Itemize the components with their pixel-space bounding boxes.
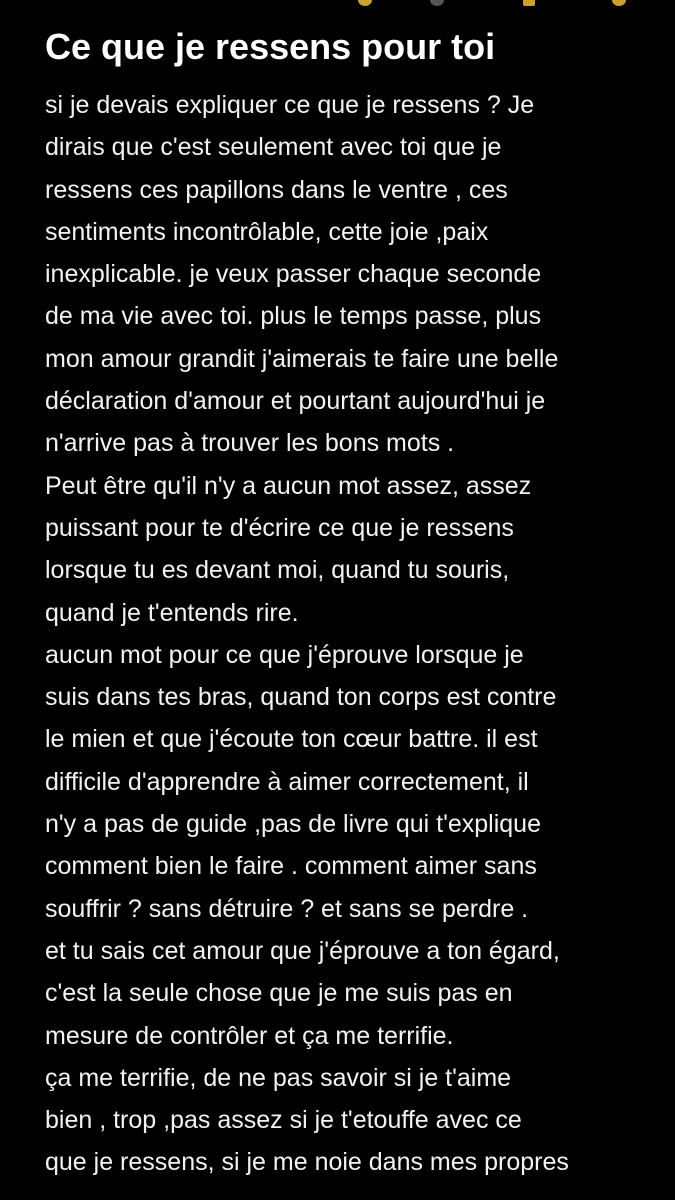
note-line: puissant pour te d'écrire ce que je ressens	[45, 513, 514, 542]
note-line: sentiments incontrôlable, cette joie ,paix	[45, 217, 489, 246]
note-line: que je ressens, si je me noie dans mes propres	[45, 1148, 569, 1177]
note-line: bien , trop ,pas assez si je t'etouffe avec ce	[45, 1106, 522, 1135]
status-icon	[430, 0, 444, 6]
note-line: Peut être qu'il n'y a aucun mot assez, assez	[45, 471, 532, 500]
status-icon	[612, 0, 626, 6]
note-line: difficile d'apprendre à aimer correctement, il	[45, 767, 529, 796]
note-line: mesure de contrôler et ça me terrifie.	[45, 1021, 454, 1050]
note-line: suis dans tes bras, quand ton corps est contre	[45, 683, 557, 712]
note-line: comment bien le faire . comment aimer sans	[45, 852, 537, 881]
note-line: si je devais expliquer ce que je ressens ? Je	[45, 91, 535, 119]
note-line: ressens ces papillons dans le ventre , ces	[45, 175, 508, 204]
note-line: le mien et que j'écoute ton cœur battre. il est	[45, 725, 538, 754]
note-line: inexplicable. je veux passer chaque seconde	[45, 260, 542, 289]
note-line: n'y a pas de guide ,pas de livre qui t'explique	[45, 810, 541, 839]
status-icon	[358, 0, 372, 6]
note-line: lorsque tu es devant moi, quand tu souris,	[45, 556, 510, 585]
note-line: quand je t'entends rire.	[45, 598, 299, 627]
note-line: de ma vie avec toi. plus le temps passe, plus	[45, 302, 542, 331]
note-body[interactable]	[45, 84, 670, 1184]
note-line: mon amour grandit j'aimerais te faire une belle	[45, 344, 559, 373]
note-line: déclaration d'amour et pourtant aujourd'hui je	[45, 387, 546, 416]
note-line: aucun mot pour ce que j'éprouve lorsque je	[45, 640, 524, 669]
note-title[interactable]: Ce que je ressens pour toi	[45, 26, 496, 67]
note-line: c'est la seule chose que je me suis pas en	[45, 979, 513, 1008]
status-icon	[523, 0, 535, 6]
note-line: dirais que c'est seulement avec toi que je	[45, 133, 502, 162]
note-line: ça me terrifie, de ne pas savoir si je t'aime	[45, 1063, 512, 1092]
note-line: et tu sais cet amour que j'éprouve a ton égard,	[45, 936, 560, 965]
note-line: n'arrive pas à trouver les bons mots .	[45, 429, 455, 458]
status-bar	[0, 0, 675, 8]
note-line: souffrir ? sans détruire ? et sans se perdre .	[45, 894, 529, 923]
